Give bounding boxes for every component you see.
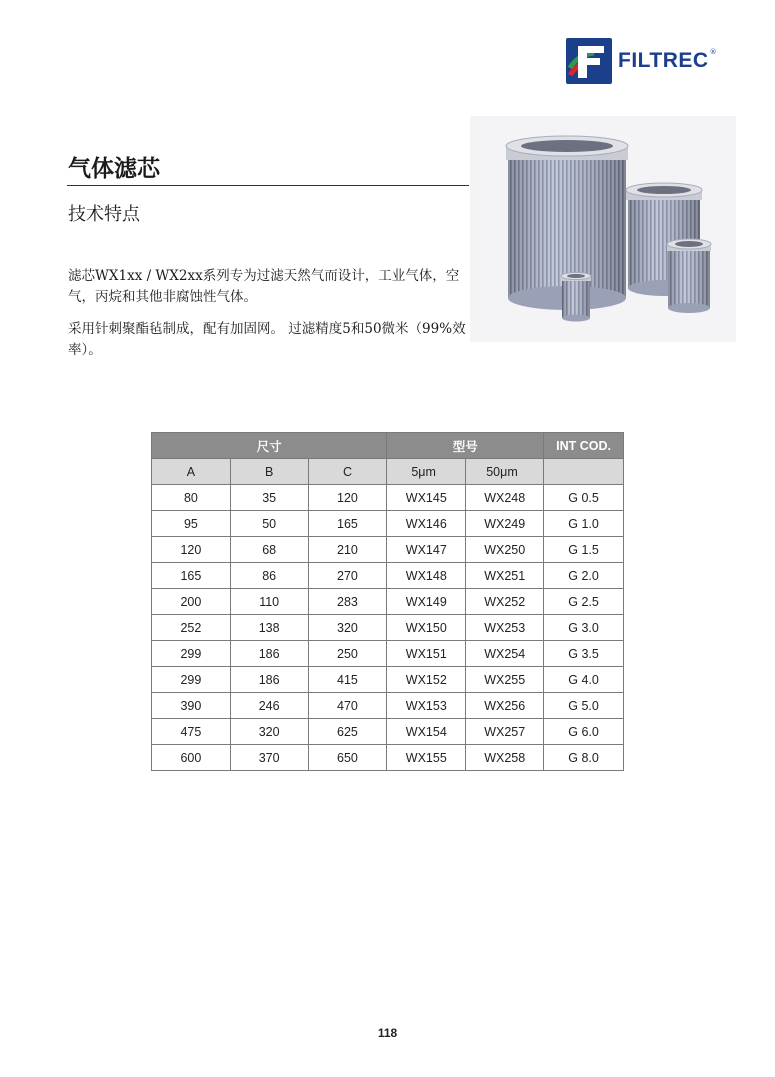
cell-int-cod: G 2.0 (544, 563, 624, 589)
sub-header-50um: 50μm (466, 459, 544, 485)
cell-5um: WX150 (387, 615, 466, 641)
cell-5um: WX155 (387, 745, 466, 771)
cell-50um: WX252 (466, 589, 544, 615)
cell-b: 86 (230, 563, 308, 589)
filtrec-logo-icon (566, 38, 612, 84)
table-row (152, 693, 624, 719)
cell-b: 246 (230, 693, 308, 719)
table-row (152, 641, 624, 667)
cell-b: 320 (230, 719, 308, 745)
cell-5um: WX152 (387, 667, 466, 693)
cell-a: 299 (152, 641, 231, 667)
cell-50um: WX256 (466, 693, 544, 719)
cell-int-cod: G 3.0 (544, 615, 624, 641)
table-row (152, 615, 624, 641)
cell-50um: WX257 (466, 719, 544, 745)
cell-50um: WX253 (466, 615, 544, 641)
filter-cartridges-photo (470, 116, 736, 342)
cell-50um: WX249 (466, 511, 544, 537)
table-row (152, 667, 624, 693)
cell-b: 370 (230, 745, 308, 771)
sub-header-b: B (230, 459, 308, 485)
cell-b: 68 (230, 537, 308, 563)
cell-5um: WX149 (387, 589, 466, 615)
table-row (152, 485, 624, 511)
cell-a: 80 (152, 485, 231, 511)
cell-b: 138 (230, 615, 308, 641)
cell-c: 650 (308, 745, 387, 771)
cell-5um: WX154 (387, 719, 466, 745)
sub-header-5um: 5μm (387, 459, 466, 485)
cell-int-cod: G 0.5 (544, 485, 624, 511)
cell-int-cod: G 2.5 (544, 589, 624, 615)
cell-50um: WX250 (466, 537, 544, 563)
cell-a: 390 (152, 693, 231, 719)
table-row (152, 511, 624, 537)
cell-a: 299 (152, 667, 231, 693)
sub-header-c: C (308, 459, 387, 485)
sub-header-row (152, 459, 624, 485)
cell-c: 470 (308, 693, 387, 719)
cell-a: 252 (152, 615, 231, 641)
cell-50um: WX258 (466, 745, 544, 771)
cell-a: 200 (152, 589, 231, 615)
cell-b: 110 (230, 589, 308, 615)
group-header-row (152, 433, 624, 459)
cell-5um: WX153 (387, 693, 466, 719)
cell-int-cod: G 8.0 (544, 745, 624, 771)
page-number: 118 (377, 1026, 398, 1040)
cell-int-cod: G 4.0 (544, 667, 624, 693)
cell-b: 186 (230, 641, 308, 667)
cell-c: 165 (308, 511, 387, 537)
filtrec-logo (566, 38, 717, 84)
cell-int-cod: G 6.0 (544, 719, 624, 745)
cell-c: 625 (308, 719, 387, 745)
cell-a: 475 (152, 719, 231, 745)
cell-c: 415 (308, 667, 387, 693)
cell-50um: WX248 (466, 485, 544, 511)
cell-a: 600 (152, 745, 231, 771)
cell-b: 186 (230, 667, 308, 693)
cell-5um: WX147 (387, 537, 466, 563)
cell-int-cod: G 1.0 (544, 511, 624, 537)
table-row (152, 719, 624, 745)
spec-table (151, 432, 624, 771)
cell-b: 35 (230, 485, 308, 511)
cell-c: 270 (308, 563, 387, 589)
table-row (152, 745, 624, 771)
table-row (152, 563, 624, 589)
table-row (152, 589, 624, 615)
cell-a: 165 (152, 563, 231, 589)
sub-header-empty (544, 459, 624, 485)
description-paragraph-1: 滤芯WX1xx / WX2xx系列专为过滤天然气而设计，工业气体，空气，丙烷和其他非腐蚀性气体。 (68, 268, 460, 305)
title-divider (67, 185, 469, 186)
header-model: 型号 (387, 433, 544, 459)
cell-a: 120 (152, 537, 231, 563)
cell-c: 320 (308, 615, 387, 641)
cell-5um: WX151 (387, 641, 466, 667)
cell-int-cod: G 1.5 (544, 537, 624, 563)
section-subtitle: 技术特点 (68, 204, 140, 225)
registered-mark: ® (709, 48, 717, 56)
cell-5um: WX145 (387, 485, 466, 511)
description-paragraph-2: 采用针刺聚酯毡制成，配有加固网。 过滤精度5和50微米（99%效率）。 (68, 321, 466, 358)
cell-c: 250 (308, 641, 387, 667)
header-int-cod: INT COD. (544, 433, 624, 459)
cell-b: 50 (230, 511, 308, 537)
header-dimensions: 尺寸 (152, 433, 387, 459)
cell-int-cod: G 5.0 (544, 693, 624, 719)
sub-header-a: A (152, 459, 231, 485)
cell-5um: WX146 (387, 511, 466, 537)
cell-c: 120 (308, 485, 387, 511)
cell-int-cod: G 3.5 (544, 641, 624, 667)
cell-c: 283 (308, 589, 387, 615)
brand-name: FILTREC (618, 49, 709, 72)
cell-50um: WX255 (466, 667, 544, 693)
page-title: 气体滤芯 (68, 156, 160, 182)
cell-50um: WX251 (466, 563, 544, 589)
cell-c: 210 (308, 537, 387, 563)
cell-5um: WX148 (387, 563, 466, 589)
cell-50um: WX254 (466, 641, 544, 667)
table-row (152, 537, 624, 563)
cell-a: 95 (152, 511, 231, 537)
